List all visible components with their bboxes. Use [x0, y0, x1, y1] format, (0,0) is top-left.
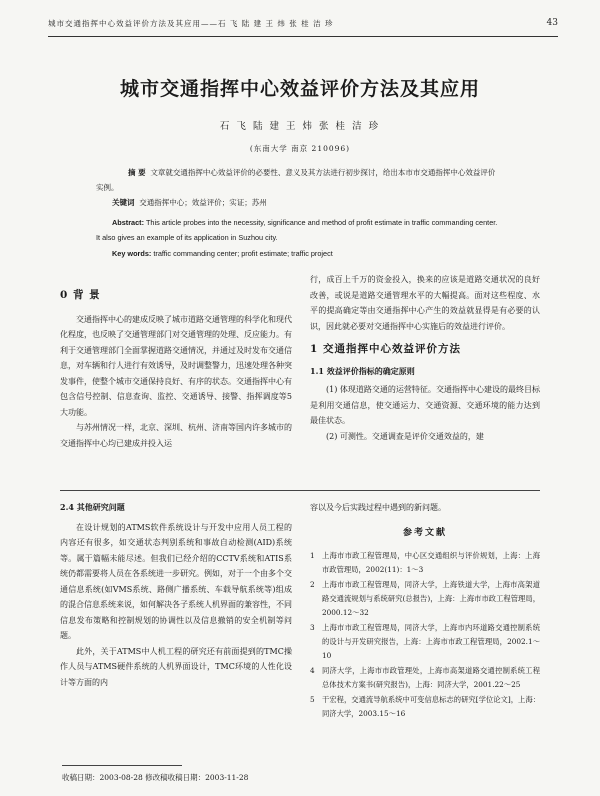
reference-number: 1 — [310, 551, 315, 560]
section1-heading: 1 交通指挥中心效益评价方法 — [310, 343, 461, 355]
section0-paragraph: 与苏州情况一样，北京、深圳、杭州、济南等国内许多城市的交通指挥中心均已建成并投入运 — [60, 423, 292, 448]
running-title: 城市交通指挥中心效益评价方法及其应用——石 飞 陆 建 王 炜 张 桂 洁 珍 — [48, 19, 334, 28]
affiliation: (东南大学 南京 210096) — [249, 144, 351, 153]
keywords-cn — [96, 195, 498, 210]
section24-paragraph: 在设计规划的ATMS软件系统设计与开发中应用人员工程的内容还有很多，如交通状态判别系统和事故自动检测(AID)系统等。属于篇幅未能尽述。但我们已经介绍的CCTV系统和ATIS系统仍都需要将人员在各系统进一步研究。例如，对于一个由多个交通信息系统(如VMS系统、路侧广播系统、车载导航系统等)组成的混合信息系统来说，如何解决各子系统人机界面的兼容性，不同信息发布策略和控制规划的协调性以及信息撤销的安全机制等问题。 — [60, 522, 292, 640]
section24-heading: 2.4 其他研究问题 — [60, 502, 125, 512]
references-title: 参考文献 — [402, 527, 447, 538]
section0-column — [60, 288, 292, 451]
reference-item — [310, 693, 540, 721]
abstract-en-text: This article probes into the necessity, significance and method of profit estimate in traffic commanding center. It also gives an example of its application in Suzhou city. — [96, 218, 498, 242]
section24-paragraph: 此外，关于ATMS中人机工程的研究还有前面提到的TMC操作人员与ATMS硬件系统的人机界面设计，TMC环境的人性化设计等方面的内 — [60, 646, 292, 687]
article-title: 城市交通指挥中心效益评价方法及其应用 — [119, 78, 480, 100]
criteria-item: (2) 可测性。交通调查是评价交通效益的，建 — [326, 431, 484, 441]
reference-text: 上海市市政工程管理局，同济大学，上海市内环道路交通控制系统的设计与开发研究报告，上海：上海市市政工程管理局，2002.1～10 — [322, 623, 540, 660]
reference-text: 同济大学，上海市市政管理处，上海市高架道路交通控制系统工程总体技术方案书(研究报告)，上海：同济大学，2001.22～25 — [322, 666, 540, 689]
continued-paragraph: 行，成百上千万的资金投入，换来的应该是道路交通状况的良好改善，或说是道路交通管理水平的大幅提高。面对这些程度、水平的提高确定等由交通指挥中心产生的效益就显得是有必要的认识，因此就必要对交通指挥中心实施后的效益进行评价。 — [310, 275, 540, 331]
keywords-cn-text: 交通指挥中心；效益评价；实证；苏州 — [139, 198, 267, 207]
reference-item — [310, 621, 540, 663]
reference-item — [310, 549, 540, 577]
abstract-cn — [96, 165, 498, 195]
abstract-cn-label: 摘 要 — [128, 168, 146, 177]
reference-list — [310, 549, 540, 721]
abstract-cn-text: 文章就交通指挥中心效益评价的必要性、意义及其方法进行初步探讨，给出本市市交通指挥中心效益评价实例。 — [96, 168, 496, 192]
reference-item — [310, 664, 540, 692]
received-date-footnote: 收稿日期：2003-08-28 修改稿收稿日期：2003-11-28 — [62, 773, 249, 782]
reference-text: 上海市市政工程管理局，同济大学，上海铁道大学，上海市高架道路交通流规划与系统研究(总报告)，上海：上海市市政工程管理局，2000.12～32 — [322, 580, 540, 617]
section0-heading: 0 背 景 — [60, 289, 101, 301]
page-number: 43 — [546, 18, 558, 28]
subsection-1-1-heading: 1.1 效益评价指标的确定原则 — [310, 365, 415, 376]
footnote-rule — [62, 765, 182, 766]
abstract-en-label: Abstract: — [112, 218, 145, 227]
keywords-en-text: traffic commanding center; profit estimate; traffic project — [153, 249, 333, 258]
abstract-en — [96, 215, 498, 245]
authors: 石 飞 陆 建 王 炜 张 桂 洁 珍 — [219, 121, 381, 132]
section0-paragraph: 交通指挥中心的建成反映了城市道路交通管理的科学化和现代化程度，也反映了交通管理部门对交通管理的处理、反应能力。有利于交通管理部门全面掌握道路交通情况，并通过及时发布交通信息，对车辆和行人进行有效诱导，及时调整警力，迅速处理各种突发事件，使整个城市交通保持良好、有序的状态。交通指挥中心有包含信号控制、信息查询、监控、交通诱导、接警、指挥调度等5大功能。 — [60, 314, 292, 417]
section1-column — [310, 272, 540, 444]
reference-number: 2 — [310, 580, 315, 589]
reference-number: 5 — [310, 695, 315, 704]
keywords-en — [96, 246, 498, 261]
reference-text: 上海市市政工程管理局，中心区交通组织与评价规划，上海：上海市政管理局，2002(11)：1～3 — [322, 551, 540, 574]
reference-item — [310, 578, 540, 620]
keywords-cn-label: 关键词 — [112, 198, 135, 207]
running-header — [48, 18, 558, 34]
reference-text: 干宏程，交通流导航系统中可变信息标志的研究[学位论文]，上海：同济大学，2003.15～16 — [322, 695, 540, 718]
keywords-en-label: Key words: — [112, 249, 152, 258]
reference-number: 4 — [310, 666, 315, 675]
reference-number: 3 — [310, 623, 315, 632]
section24-column — [60, 500, 292, 690]
section-divider — [60, 490, 540, 491]
header-rule — [48, 36, 558, 37]
references-column — [310, 500, 540, 722]
continued-paragraph: 容以及今后实践过程中遇到的新问题。 — [310, 503, 446, 512]
criteria-item: (1) 体现道路交通的运营特征。交通指挥中心建设的最终目标是利用交通信息，使交通运力、交通资源、交通环境的能力达到最佳状态。 — [310, 385, 540, 425]
